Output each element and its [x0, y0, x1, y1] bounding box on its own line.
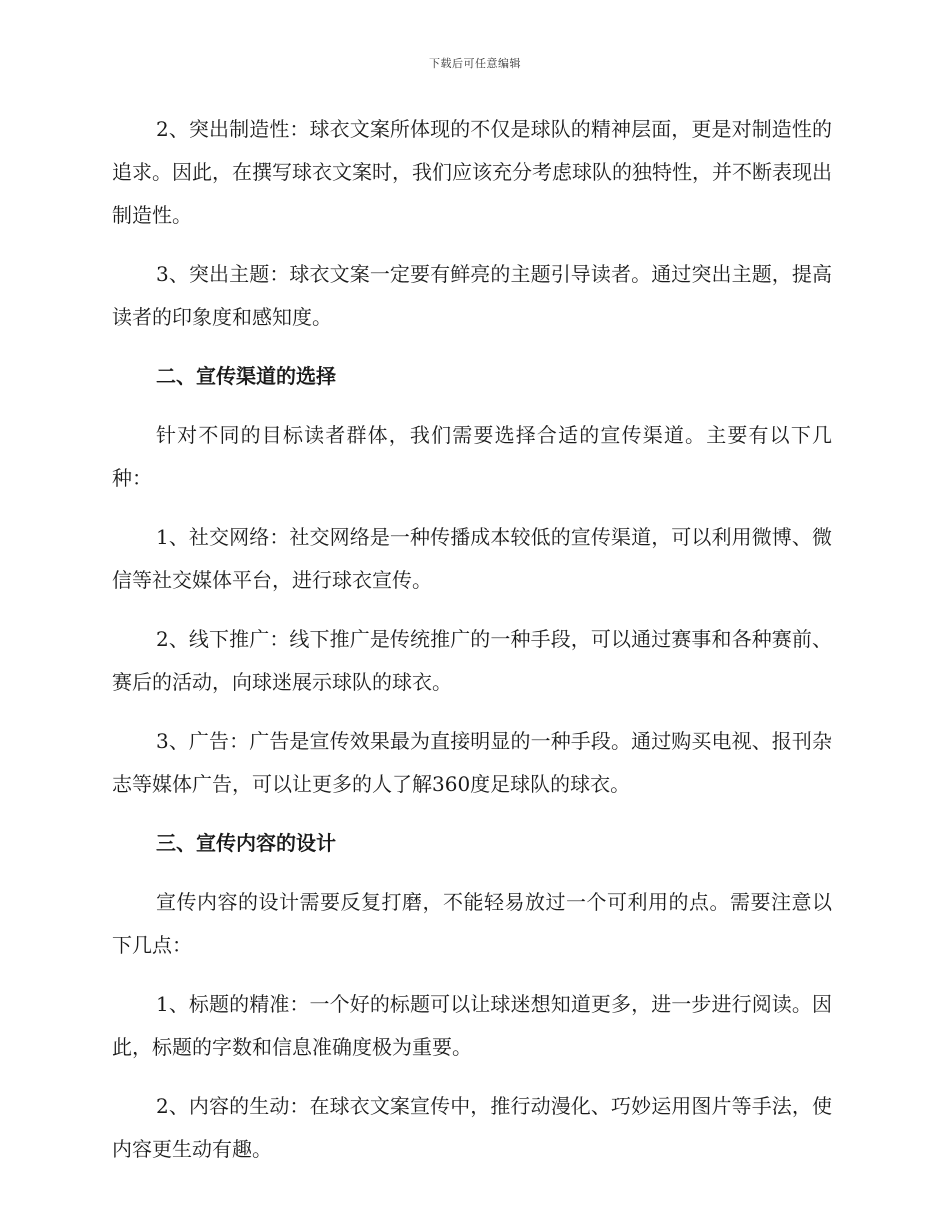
paragraph-social-network: 1、社交网络：社交网络是一种传播成本较低的宣传渠道，可以利用微博、微信等社交媒体平台，进行球衣宣传。 [112, 525, 832, 592]
paragraph-offline-promotion: 2、线下推广：线下推广是传统推广的一种手段，可以通过赛事和各种赛前、赛后的活动，向球迷展示球队的球衣。 [112, 627, 832, 694]
paragraph-advertising: 3、广告：广告是宣传效果最为直接明显的一种手段。通过购买电视、报刊杂志等媒体广告，可以让更多的人了解360度足球队的球衣。 [112, 729, 832, 796]
paragraph-channels-intro: 针对不同的目标读者群体，我们需要选择合适的宣传渠道。主要有以下几种： [112, 423, 832, 490]
paragraph-theme: 3、突出主题：球衣文案一定要有鲜亮的主题引导读者。通过突出主题，提高读者的印象度和感知度。 [112, 262, 832, 329]
page-header-note: 下载后可任意编辑 [429, 57, 521, 70]
paragraph-vivid-content: 2、内容的生动：在球衣文案宣传中，推行动漫化、巧妙运用图片等手法，使内容更生动有趣。 [112, 1094, 832, 1161]
paragraph-creativity: 2、突出制造性：球衣文案所体现的不仅是球队的精神层面，更是对制造性的追求。因此，在撰写球衣文案时，我们应该充分考虑球队的独特性，并不断表现出制造性。 [112, 117, 832, 227]
document-body [112, 108, 832, 1187]
section-heading-content-design: 三、宣传内容的设计 [156, 831, 336, 855]
section-heading-channels: 二、宣传渠道的选择 [156, 364, 336, 388]
paragraph-title-precision: 1、标题的精准：一个好的标题可以让球迷想知道更多，进一步进行阅读。因此，标题的字数和信息准确度极为重要。 [112, 992, 832, 1059]
paragraph-content-intro: 宣传内容的设计需要反复打磨，不能轻易放过一个可利用的点。需要注意以下几点： [112, 890, 832, 957]
